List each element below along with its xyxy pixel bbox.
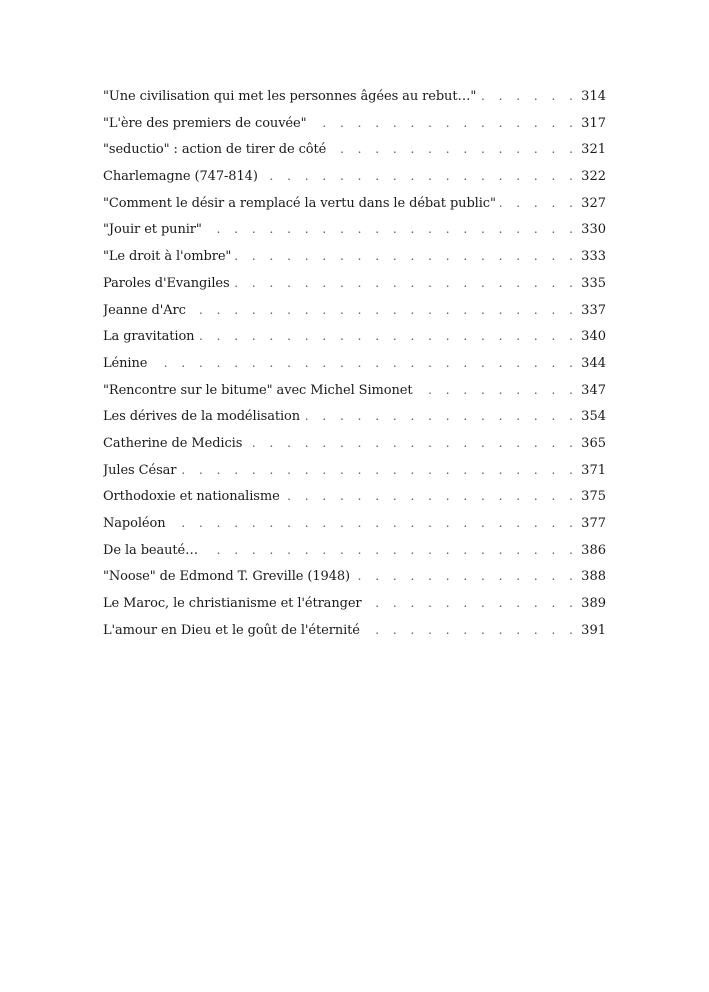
dot-leader (304, 406, 578, 426)
toc-entry[interactable] (103, 540, 606, 567)
toc-entry[interactable] (103, 620, 606, 647)
toc-entry-page: 344 (581, 355, 606, 371)
toc-entry-title: L'amour en Dieu et le goût de l'éternité (103, 622, 360, 638)
dot-leader (284, 486, 578, 506)
dot-leader (180, 460, 578, 480)
dot-leader (234, 273, 578, 293)
toc-entry-page: 337 (581, 302, 606, 318)
toc-entry[interactable] (103, 113, 606, 140)
toc-entry-title: "Rencontre sur le bitume" avec Michel Simonet (103, 382, 413, 398)
toc-entry[interactable] (103, 193, 606, 220)
toc-entry-page: 371 (581, 462, 606, 478)
dot-leader (198, 326, 578, 346)
toc-entry[interactable] (103, 166, 606, 193)
dot-leader (416, 380, 578, 400)
toc-entry-page: 330 (581, 222, 606, 238)
toc-entry-title: Jeanne d'Arc (103, 302, 186, 318)
toc-entry[interactable] (103, 513, 606, 540)
dot-leader (311, 113, 578, 133)
dot-leader (366, 593, 578, 613)
toc-entry-title: "Le droit à l'ombre" (103, 249, 232, 265)
toc-entry[interactable] (103, 406, 606, 433)
table-of-contents (103, 86, 606, 646)
toc-entry[interactable] (103, 353, 606, 380)
toc-entry-title: Jules César (103, 462, 177, 478)
toc-entry-page: 347 (581, 382, 606, 398)
toc-entry[interactable] (103, 300, 606, 327)
toc-entry-page: 375 (581, 489, 606, 505)
toc-entry-title: "Comment le désir a remplacé la vertu dans le débat public" (103, 195, 496, 211)
toc-entry-title: De la beauté… (103, 542, 199, 558)
dot-leader (206, 219, 578, 239)
toc-entry[interactable] (103, 246, 606, 273)
toc-entry-title: Les dérives de la modélisation (103, 409, 301, 425)
toc-entry-page: 365 (581, 435, 606, 451)
toc-entry-title: Napoléon (103, 516, 166, 531)
dot-leader (500, 193, 578, 213)
toc-entry-title: "Noose" de Edmond T. Greville (1948) (103, 569, 351, 585)
toc-entry[interactable] (103, 460, 606, 487)
toc-entry[interactable] (103, 380, 606, 407)
toc-entry-title: Le Maroc, le christianisme et l'étranger (103, 596, 362, 612)
toc-entry-title: "seductio" : action de tirer de côté (103, 142, 327, 158)
toc-entry-page: 386 (581, 542, 606, 558)
toc-entry-page: 333 (581, 249, 606, 265)
toc-entry[interactable] (103, 593, 606, 620)
toc-entry-page: 377 (581, 516, 606, 531)
toc-entry[interactable] (103, 326, 606, 353)
toc-entry-title: "Jouir et punir" (103, 222, 202, 238)
toc-entry[interactable] (103, 139, 606, 166)
toc-entry-title: Orthodoxie et nationalisme (103, 489, 280, 505)
toc-entry-page: 317 (581, 115, 606, 131)
toc-entry[interactable] (103, 273, 606, 300)
dot-leader (190, 300, 578, 320)
toc-entry-page: 391 (581, 622, 606, 638)
toc-entry-page: 389 (581, 596, 606, 612)
dot-leader (480, 86, 578, 106)
toc-entry-page: 314 (581, 89, 606, 104)
dot-leader (170, 513, 578, 533)
toc-entry-title: Catherine de Medicis (103, 435, 243, 451)
toc-entry-title: Charlemagne (747-814) (103, 169, 258, 185)
toc-entry-title: La gravitation (103, 329, 195, 345)
toc-entry-title: Lénine (103, 355, 148, 371)
dot-leader (202, 540, 578, 560)
toc-entry-title: "Une civilisation qui met les personnes âgées au rebut…" (103, 89, 477, 104)
toc-entry-page: 321 (581, 142, 606, 158)
toc-entry-page: 322 (581, 169, 606, 185)
toc-entry-page: 340 (581, 329, 606, 345)
toc-entry-title: "L'ère des premiers de couvée" (103, 115, 307, 131)
toc-entry-page: 354 (581, 409, 606, 425)
dot-leader (246, 433, 578, 453)
dot-leader (364, 620, 578, 640)
dot-leader (354, 566, 578, 586)
toc-entry[interactable] (103, 86, 606, 113)
toc-entry-title: Paroles d'Evangiles (103, 275, 230, 291)
dot-leader (262, 166, 578, 186)
toc-entry-page: 335 (581, 275, 606, 291)
toc-entry[interactable] (103, 219, 606, 246)
toc-entry-page: 327 (581, 195, 606, 211)
toc-entry-page: 388 (581, 569, 606, 585)
dot-leader (235, 246, 578, 266)
toc-entry[interactable] (103, 433, 606, 460)
dot-leader (330, 139, 578, 159)
dot-leader (151, 353, 578, 373)
toc-entry[interactable] (103, 566, 606, 593)
toc-entry[interactable] (103, 486, 606, 513)
